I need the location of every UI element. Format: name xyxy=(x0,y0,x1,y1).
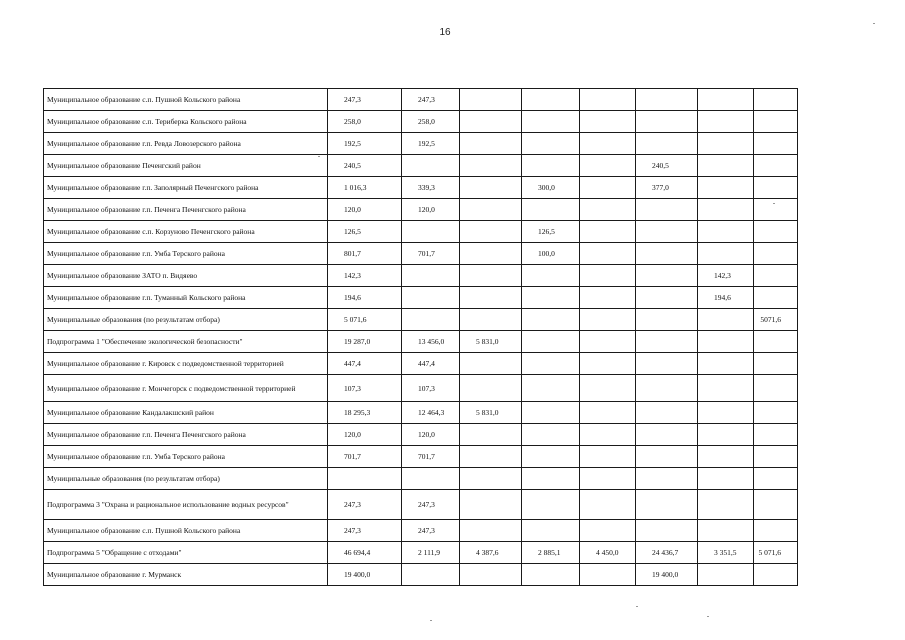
value-cell xyxy=(636,402,698,424)
value-cell xyxy=(522,287,580,309)
value-cell xyxy=(460,243,522,265)
row-label: Муниципальное образование г.п. Умба Терского района xyxy=(44,243,328,265)
value-cell xyxy=(522,446,580,468)
value-cell xyxy=(402,564,460,586)
value-cell xyxy=(460,177,522,199)
value-cell: 19 287,0 xyxy=(328,331,402,353)
table-row xyxy=(44,287,798,309)
value-cell xyxy=(754,221,798,243)
value-cell xyxy=(460,199,522,221)
table-row xyxy=(44,375,798,402)
row-label: Муниципальное образование с.п. Пушной Кольского района xyxy=(44,520,328,542)
value-cell xyxy=(522,155,580,177)
table-row xyxy=(44,133,798,155)
value-cell: 247,3 xyxy=(328,490,402,520)
value-cell xyxy=(754,446,798,468)
value-cell xyxy=(754,265,798,287)
value-cell xyxy=(460,424,522,446)
value-cell xyxy=(636,221,698,243)
value-cell xyxy=(754,353,798,375)
value-cell: 377,0 xyxy=(636,177,698,199)
value-cell xyxy=(460,468,522,490)
value-cell: 194,6 xyxy=(698,287,754,309)
table-row xyxy=(44,199,798,221)
row-label: Муниципальное образование Печенгский район xyxy=(44,155,328,177)
value-cell xyxy=(754,287,798,309)
value-cell xyxy=(698,243,754,265)
value-cell xyxy=(754,375,798,402)
value-cell: 142,3 xyxy=(698,265,754,287)
value-cell xyxy=(460,375,522,402)
value-cell xyxy=(522,490,580,520)
value-cell xyxy=(698,221,754,243)
row-label: Муниципальное образование г.п. Ревда Ловозерского района xyxy=(44,133,328,155)
value-cell xyxy=(580,520,636,542)
value-cell: 126,5 xyxy=(328,221,402,243)
row-label: Муниципальное образование Кандалакшский район xyxy=(44,402,328,424)
value-cell xyxy=(580,199,636,221)
value-cell xyxy=(522,309,580,331)
value-cell: 247,3 xyxy=(328,89,402,111)
value-cell xyxy=(636,243,698,265)
table-row xyxy=(44,265,798,287)
value-cell xyxy=(698,177,754,199)
value-cell xyxy=(754,243,798,265)
table-row xyxy=(44,155,798,177)
table-row xyxy=(44,243,798,265)
value-cell xyxy=(402,155,460,177)
value-cell xyxy=(754,468,798,490)
row-label: Муниципальное образование с.п. Териберка Кольского района xyxy=(44,111,328,133)
value-cell xyxy=(580,155,636,177)
scan-speck xyxy=(773,203,775,204)
value-cell xyxy=(522,133,580,155)
value-cell: 5071,6 xyxy=(754,309,798,331)
value-cell xyxy=(522,89,580,111)
value-cell xyxy=(580,133,636,155)
value-cell xyxy=(402,468,460,490)
value-cell: 701,7 xyxy=(402,243,460,265)
value-cell xyxy=(328,468,402,490)
value-cell: 339,3 xyxy=(402,177,460,199)
value-cell xyxy=(754,402,798,424)
value-cell: 801,7 xyxy=(328,243,402,265)
value-cell xyxy=(460,353,522,375)
value-cell xyxy=(402,309,460,331)
row-label: Муниципальное образование г.п. Умба Терского района xyxy=(44,446,328,468)
value-cell: 447,4 xyxy=(328,353,402,375)
value-cell xyxy=(522,265,580,287)
scan-speck xyxy=(707,616,709,617)
row-label: Муниципальное образование г.п. Заполярный Печенгского района xyxy=(44,177,328,199)
value-cell xyxy=(522,353,580,375)
value-cell: 107,3 xyxy=(402,375,460,402)
value-cell: 1 016,3 xyxy=(328,177,402,199)
value-cell xyxy=(636,199,698,221)
value-cell xyxy=(698,490,754,520)
value-cell: 5 831,0 xyxy=(460,402,522,424)
value-cell xyxy=(754,133,798,155)
value-cell xyxy=(580,375,636,402)
value-cell xyxy=(580,111,636,133)
value-cell: 300,0 xyxy=(522,177,580,199)
value-cell xyxy=(698,424,754,446)
value-cell xyxy=(522,199,580,221)
value-cell: 5 071,6 xyxy=(754,542,798,564)
value-cell: 5 831,0 xyxy=(460,331,522,353)
table-row xyxy=(44,468,798,490)
value-cell xyxy=(698,520,754,542)
value-cell xyxy=(460,111,522,133)
value-cell xyxy=(754,199,798,221)
table-row xyxy=(44,331,798,353)
value-cell: 701,7 xyxy=(402,446,460,468)
value-cell xyxy=(754,520,798,542)
value-cell xyxy=(522,424,580,446)
value-cell xyxy=(754,564,798,586)
value-cell xyxy=(460,309,522,331)
value-cell xyxy=(636,520,698,542)
value-cell xyxy=(460,490,522,520)
page-number: 16 xyxy=(439,27,451,38)
value-cell xyxy=(698,564,754,586)
value-cell: 247,3 xyxy=(402,520,460,542)
row-label: Муниципальное образование г.п. Туманный Кольского района xyxy=(44,287,328,309)
table-row xyxy=(44,520,798,542)
row-label: Подпрограмма 1 "Обеспечение экологической безопасности" xyxy=(44,331,328,353)
value-cell xyxy=(580,402,636,424)
value-cell xyxy=(636,490,698,520)
value-cell xyxy=(698,155,754,177)
table-body xyxy=(44,89,798,586)
value-cell: 2 885,1 xyxy=(522,542,580,564)
value-cell: 18 295,3 xyxy=(328,402,402,424)
value-cell xyxy=(580,331,636,353)
budget-table xyxy=(43,88,798,586)
table-row xyxy=(44,177,798,199)
value-cell xyxy=(636,446,698,468)
value-cell xyxy=(698,468,754,490)
value-cell xyxy=(636,309,698,331)
value-cell: 258,0 xyxy=(328,111,402,133)
table-row xyxy=(44,309,798,331)
row-label: Муниципальное образование г. Кировск с подведомственной территорией xyxy=(44,353,328,375)
value-cell xyxy=(580,89,636,111)
scan-speck xyxy=(318,156,320,157)
value-cell: 12 464,3 xyxy=(402,402,460,424)
value-cell xyxy=(580,243,636,265)
value-cell: 120,0 xyxy=(328,424,402,446)
value-cell xyxy=(636,468,698,490)
value-cell xyxy=(580,490,636,520)
value-cell xyxy=(522,468,580,490)
value-cell: 247,3 xyxy=(402,490,460,520)
value-cell xyxy=(754,89,798,111)
value-cell: 13 456,0 xyxy=(402,331,460,353)
value-cell: 247,3 xyxy=(328,520,402,542)
value-cell: 120,0 xyxy=(402,424,460,446)
value-cell xyxy=(580,221,636,243)
value-cell xyxy=(460,221,522,243)
value-cell xyxy=(698,402,754,424)
value-cell xyxy=(698,375,754,402)
value-cell xyxy=(698,446,754,468)
row-label: Подпрограмма 5 "Обращение с отходами" xyxy=(44,542,328,564)
value-cell: 701,7 xyxy=(328,446,402,468)
value-cell xyxy=(402,287,460,309)
value-cell: 240,5 xyxy=(328,155,402,177)
row-label: Муниципальное образование ЗАТО п. Видяево xyxy=(44,265,328,287)
value-cell xyxy=(636,133,698,155)
value-cell xyxy=(460,133,522,155)
scan-speck xyxy=(430,620,432,621)
value-cell xyxy=(580,177,636,199)
value-cell: 142,3 xyxy=(328,265,402,287)
value-cell xyxy=(754,490,798,520)
value-cell xyxy=(636,424,698,446)
value-cell xyxy=(580,564,636,586)
scan-speck xyxy=(873,23,875,24)
value-cell: 240,5 xyxy=(636,155,698,177)
row-label: Подпрограмма 3 "Охрана и рациональное использование водных ресурсов" xyxy=(44,490,328,520)
table-row xyxy=(44,490,798,520)
value-cell xyxy=(580,446,636,468)
row-label: Муниципальное образование с.п. Корзуново Печенгского района xyxy=(44,221,328,243)
value-cell: 126,5 xyxy=(522,221,580,243)
value-cell xyxy=(698,89,754,111)
row-label: Муниципальные образования (по результатам отбора) xyxy=(44,309,328,331)
value-cell xyxy=(698,331,754,353)
scan-speck xyxy=(636,606,638,607)
value-cell xyxy=(698,309,754,331)
value-cell xyxy=(754,424,798,446)
table-row xyxy=(44,89,798,111)
row-label: Муниципальное образование г. Мончегорск с подведомственной территорией xyxy=(44,375,328,402)
value-cell xyxy=(522,111,580,133)
value-cell xyxy=(460,287,522,309)
table-row xyxy=(44,542,798,564)
value-cell: 2 111,9 xyxy=(402,542,460,564)
table-row xyxy=(44,446,798,468)
table-row xyxy=(44,353,798,375)
row-label: Муниципальное образование г.п. Печенга Печенгского района xyxy=(44,424,328,446)
value-cell xyxy=(698,199,754,221)
value-cell: 19 400,0 xyxy=(328,564,402,586)
value-cell: 46 694,4 xyxy=(328,542,402,564)
value-cell xyxy=(580,265,636,287)
table-row xyxy=(44,221,798,243)
table-row xyxy=(44,402,798,424)
value-cell xyxy=(636,375,698,402)
value-cell: 192,5 xyxy=(402,133,460,155)
table-row xyxy=(44,564,798,586)
value-cell: 4 450,0 xyxy=(580,542,636,564)
value-cell xyxy=(580,309,636,331)
value-cell xyxy=(636,111,698,133)
value-cell xyxy=(460,155,522,177)
value-cell xyxy=(460,520,522,542)
value-cell xyxy=(754,111,798,133)
value-cell xyxy=(402,221,460,243)
value-cell: 192,5 xyxy=(328,133,402,155)
value-cell xyxy=(460,265,522,287)
value-cell: 24 436,7 xyxy=(636,542,698,564)
value-cell xyxy=(580,287,636,309)
row-label: Муниципальное образование г. Мурманск xyxy=(44,564,328,586)
value-cell: 247,3 xyxy=(402,89,460,111)
value-cell xyxy=(522,564,580,586)
value-cell xyxy=(754,155,798,177)
value-cell: 5 071,6 xyxy=(328,309,402,331)
value-cell xyxy=(636,331,698,353)
value-cell xyxy=(402,265,460,287)
value-cell xyxy=(522,331,580,353)
value-cell: 3 351,5 xyxy=(698,542,754,564)
value-cell: 4 387,6 xyxy=(460,542,522,564)
row-label: Муниципальные образования (по результатам отбора) xyxy=(44,468,328,490)
value-cell: 120,0 xyxy=(402,199,460,221)
value-cell xyxy=(698,133,754,155)
value-cell: 120,0 xyxy=(328,199,402,221)
value-cell xyxy=(698,111,754,133)
value-cell: 107,3 xyxy=(328,375,402,402)
value-cell xyxy=(522,520,580,542)
value-cell: 447,4 xyxy=(402,353,460,375)
value-cell xyxy=(580,468,636,490)
value-cell xyxy=(636,89,698,111)
value-cell xyxy=(522,402,580,424)
value-cell xyxy=(636,265,698,287)
value-cell: 100,0 xyxy=(522,243,580,265)
value-cell xyxy=(460,89,522,111)
value-cell: 19 400,0 xyxy=(636,564,698,586)
row-label: Муниципальное образование г.п. Печенга Печенгского района xyxy=(44,199,328,221)
value-cell xyxy=(522,375,580,402)
value-cell xyxy=(636,353,698,375)
value-cell xyxy=(580,353,636,375)
row-label: Муниципальное образование с.п. Пушной Кольского района xyxy=(44,89,328,111)
value-cell xyxy=(754,331,798,353)
value-cell xyxy=(636,287,698,309)
value-cell xyxy=(580,424,636,446)
value-cell xyxy=(460,446,522,468)
value-cell: 194,6 xyxy=(328,287,402,309)
table-row xyxy=(44,424,798,446)
value-cell xyxy=(698,353,754,375)
value-cell xyxy=(460,564,522,586)
table-row xyxy=(44,111,798,133)
value-cell xyxy=(754,177,798,199)
value-cell: 258,0 xyxy=(402,111,460,133)
